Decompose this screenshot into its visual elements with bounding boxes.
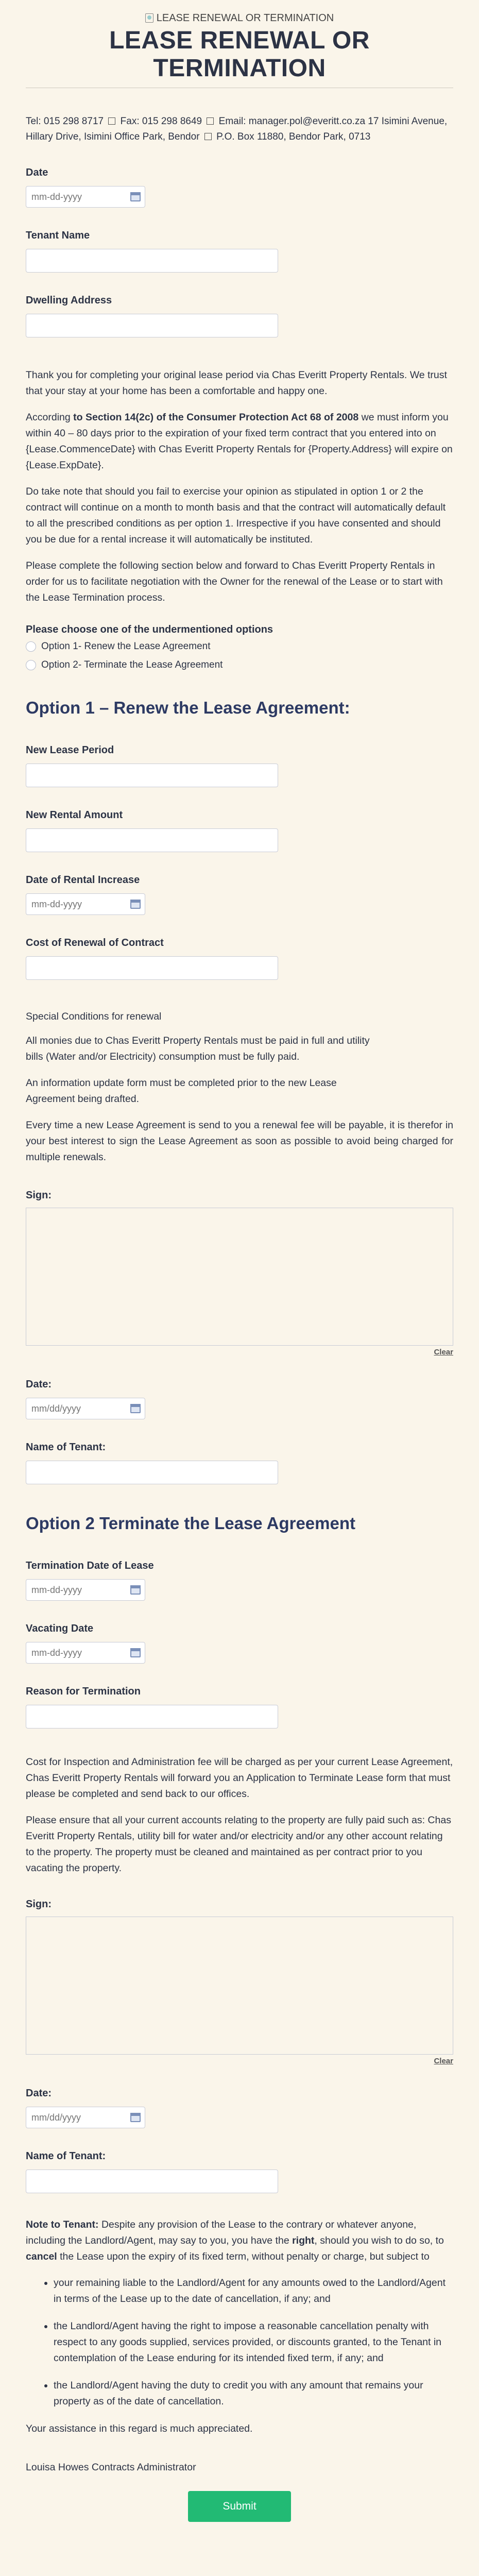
option1-date-picker[interactable] [26, 1398, 145, 1419]
option2-date-field [26, 2087, 453, 2128]
note-right: right [292, 2235, 315, 2246]
list-item: • the Landlord/Agent having the duty to credit you with any amount that remains your property as of the date of cancellation. [54, 2378, 453, 2410]
dwelling-address-input[interactable] [26, 314, 278, 337]
signature-label: Sign: [26, 1190, 52, 1201]
cpa-paragraph [26, 410, 453, 473]
option-choice-field [26, 623, 453, 672]
rental-increase-date-field [26, 874, 453, 915]
submit-button[interactable]: Submit [188, 2491, 291, 2522]
rental-increase-date-label: Date of Rental Increase [26, 874, 140, 886]
option1-tenant-name-label: Name of Tenant: [26, 1442, 106, 1453]
radio-option-renew[interactable] [26, 640, 453, 653]
option1-tenant-name-input[interactable] [26, 1461, 278, 1484]
new-lease-period-label: New Lease Period [26, 744, 114, 756]
contact-po-box: P.O. Box 11880, Bendor Park, 0713 [216, 131, 371, 142]
note-text-b: , should you wish to do so, to [314, 2235, 444, 2246]
special-condition-1: All monies due to Chas Everitt Property Rentals must be paid in full and utility bills (Water and/or Electricity) consumption must be fully paid. [26, 1035, 370, 1062]
list-item: • your remaining liable to the Landlord/Agent for any amounts owed to the Landlord/Agent in terms of the Lease up to the date of cancellation, if any; and [54, 2275, 453, 2307]
signature-label: Sign: [26, 1899, 52, 1910]
note-text-c: the Lease upon the expiry of its fixed term, without penalty or charge, but subject to [57, 2251, 430, 2262]
date-input[interactable] [31, 192, 124, 202]
option2-date-input[interactable] [31, 2112, 124, 2123]
note-lead: Note to Tenant: [26, 2219, 99, 2230]
signature-pad[interactable] [26, 1917, 453, 2055]
option2-heading: Option 2 Terminate the Lease Agreement [26, 1514, 355, 1533]
list-item: • the Landlord/Agent having the right to impose a reasonable cancellation penalty with respect to any goods supplied, services provided, or discounts granted, to the Tenant in contemplation of the Lease enduring for its intended fixed term, if any; and [54, 2318, 453, 2366]
termination-date-input[interactable] [31, 1585, 124, 1596]
tenant-name-field [26, 229, 453, 273]
renewal-cost-label: Cost of Renewal of Contract [26, 937, 164, 948]
inspection-fee-paragraph: Cost for Inspection and Administration fee will be charged as per your current Lease Agreement, Chas Everitt Property Rentals will forward you an Application to Terminate Lease form that must please be completed and send back to our offices. [26, 1756, 453, 1800]
note-text-a: Despite any provision of the Lease to the contrary or whatever anyone, including the Landlord/Agent, may say to you, you have the [26, 2219, 417, 2246]
radio-option-label: Option 1- Renew the Lease Agreement [41, 641, 211, 652]
page-title: LEASE RENEWAL OR TERMINATION [109, 27, 370, 82]
contact-email-address: Email: manager.pol@everitt.co.za 17 Isimini Avenue, Hillary Drive, Isimini Office Park, Bendor [26, 116, 448, 142]
default-notice-paragraph: Do take note that should you fail to exercise your opinion as stipulated in option 1 or 2 the contract will continue on a month to month basis and that the contract will automatically default to all the prescribed conditions as per option 1. Irrespective if you have consented and should you be due for a rental increase it will automatically be instituted. [26, 486, 446, 545]
cpa-text-b: we must inform you within 40 – 80 days prior to the expiration of your fixed term contract that you entered into on {Lease.CommenceDate} with Chas Everitt Property Rentals for {Property.Address} will expire on {Lease.ExpDate}. [26, 412, 453, 471]
special-conditions-heading: Special Conditions for renewal [26, 1011, 162, 1022]
cpa-section-bold: to Section 14(2c) of the Consumer Protection Act 68 of 2008 [73, 412, 359, 423]
clear-signature-link[interactable]: Clear [434, 1348, 453, 1357]
contact-fax: Fax: 015 298 8649 [120, 116, 202, 127]
option1-date-label: Date: [26, 1379, 52, 1390]
signature-pad[interactable] [26, 1208, 453, 1346]
option2-tenant-name-label: Name of Tenant: [26, 2150, 106, 2162]
new-rental-amount-field [26, 809, 453, 852]
date-picker[interactable] [26, 186, 145, 208]
calendar-icon[interactable] [130, 900, 141, 909]
option1-tenant-name-field [26, 1441, 453, 1484]
contact-info [26, 114, 453, 145]
termination-reason-field [26, 1685, 453, 1728]
new-lease-period-input[interactable] [26, 764, 278, 787]
radio-button[interactable] [26, 641, 36, 652]
calendar-icon[interactable] [130, 1585, 141, 1595]
submit-area [26, 2491, 453, 2522]
option1-heading: Option 1 – Renew the Lease Agreement: [26, 698, 350, 717]
radio-button[interactable] [26, 660, 36, 670]
cancellation-terms-list [54, 2275, 453, 2410]
rental-increase-date-picker[interactable] [26, 893, 145, 915]
option2-signature-field [26, 1898, 453, 2065]
vacating-date-label: Vacating Date [26, 1623, 94, 1634]
termination-date-field [26, 1560, 453, 1601]
new-lease-period-field [26, 744, 453, 787]
date-field [26, 166, 453, 208]
new-rental-amount-label: New Rental Amount [26, 809, 123, 821]
radio-option-label: Option 2- Terminate the Lease Agreement [41, 659, 223, 670]
note-cancel: cancel [26, 2251, 57, 2262]
logo [26, 0, 453, 27]
logo-alt-text: LEASE RENEWAL OR TERMINATION [156, 12, 334, 24]
option2-date-picker[interactable] [26, 2107, 145, 2128]
tenant-name-label: Tenant Name [26, 230, 90, 241]
instructions-paragraph: Please complete the following section below and forward to Chas Everitt Property Rentals in order for us to facilitate negotiation with the Owner for the renewal of the Lease or to start with the Lease Termination process. [26, 560, 443, 603]
rental-increase-date-input[interactable] [31, 899, 124, 910]
signoff-paragraph: Louisa Howes Contracts Administrator [26, 2462, 196, 2473]
date-label: Date [26, 167, 48, 178]
termination-reason-label: Reason for Termination [26, 1686, 141, 1697]
cpa-text-a: According [26, 412, 74, 423]
vacating-date-field [26, 1622, 453, 1664]
renewal-cost-field [26, 937, 453, 980]
termination-date-picker[interactable] [26, 1579, 145, 1601]
calendar-icon[interactable] [130, 1648, 141, 1657]
dwelling-address-field [26, 294, 453, 337]
termination-date-label: Termination Date of Lease [26, 1560, 154, 1571]
contact-tel: Tel: 015 298 8717 [26, 116, 104, 127]
broken-image-icon [145, 13, 153, 23]
clear-signature-link[interactable]: Clear [434, 2057, 453, 2065]
accounts-paragraph: Please ensure that all your current accounts relating to the property are fully paid such as: Chas Everitt Property Rentals, utility bill for water and/or electricity and/or any other account relating to the property. The property must be cleaned and maintained as per contract prior to you vacating the property. [26, 1815, 451, 1874]
option1-date-field [26, 1378, 453, 1419]
intro-paragraph: Thank you for completing your original lease period via Chas Everitt Property Rentals. We trust that your stay at your home has been a comfortable and happy one. [26, 369, 447, 397]
radio-option-terminate[interactable] [26, 658, 453, 672]
separator-box-icon [108, 117, 115, 125]
calendar-icon[interactable] [130, 1404, 141, 1413]
calendar-icon[interactable] [130, 2113, 141, 2122]
special-condition-3: Every time a new Lease Agreement is send to you a renewal fee will be payable, it is therefor in your best interest to sign the Lease Agreement as soon as possible to avoid being charged for multiple renewals. [26, 1120, 453, 1163]
dwelling-address-label: Dwelling Address [26, 295, 112, 306]
option2-tenant-name-field [26, 2150, 453, 2193]
option-choice-label: Please choose one of the undermentioned options [26, 624, 273, 635]
calendar-icon[interactable] [130, 192, 141, 201]
new-rental-amount-input[interactable] [26, 828, 278, 852]
note-to-tenant [26, 2217, 453, 2265]
option1-signature-field [26, 1189, 453, 1357]
tenant-name-input[interactable] [26, 249, 278, 273]
termination-reason-input[interactable] [26, 1705, 278, 1728]
special-condition-2: An information update form must be completed prior to the new Lease Agreement being drafted. [26, 1077, 337, 1105]
option1-date-input[interactable] [31, 1403, 124, 1414]
separator-box-icon [207, 117, 214, 125]
renewal-cost-input[interactable] [26, 956, 278, 980]
closing-paragraph: Your assistance in this regard is much appreciated. [26, 2423, 253, 2434]
vacating-date-input[interactable] [31, 1648, 124, 1658]
option2-date-label: Date: [26, 2088, 52, 2099]
vacating-date-picker[interactable] [26, 1642, 145, 1664]
separator-box-icon [204, 133, 212, 140]
option2-tenant-name-input[interactable] [26, 2170, 278, 2193]
form-container [26, 0, 453, 2522]
